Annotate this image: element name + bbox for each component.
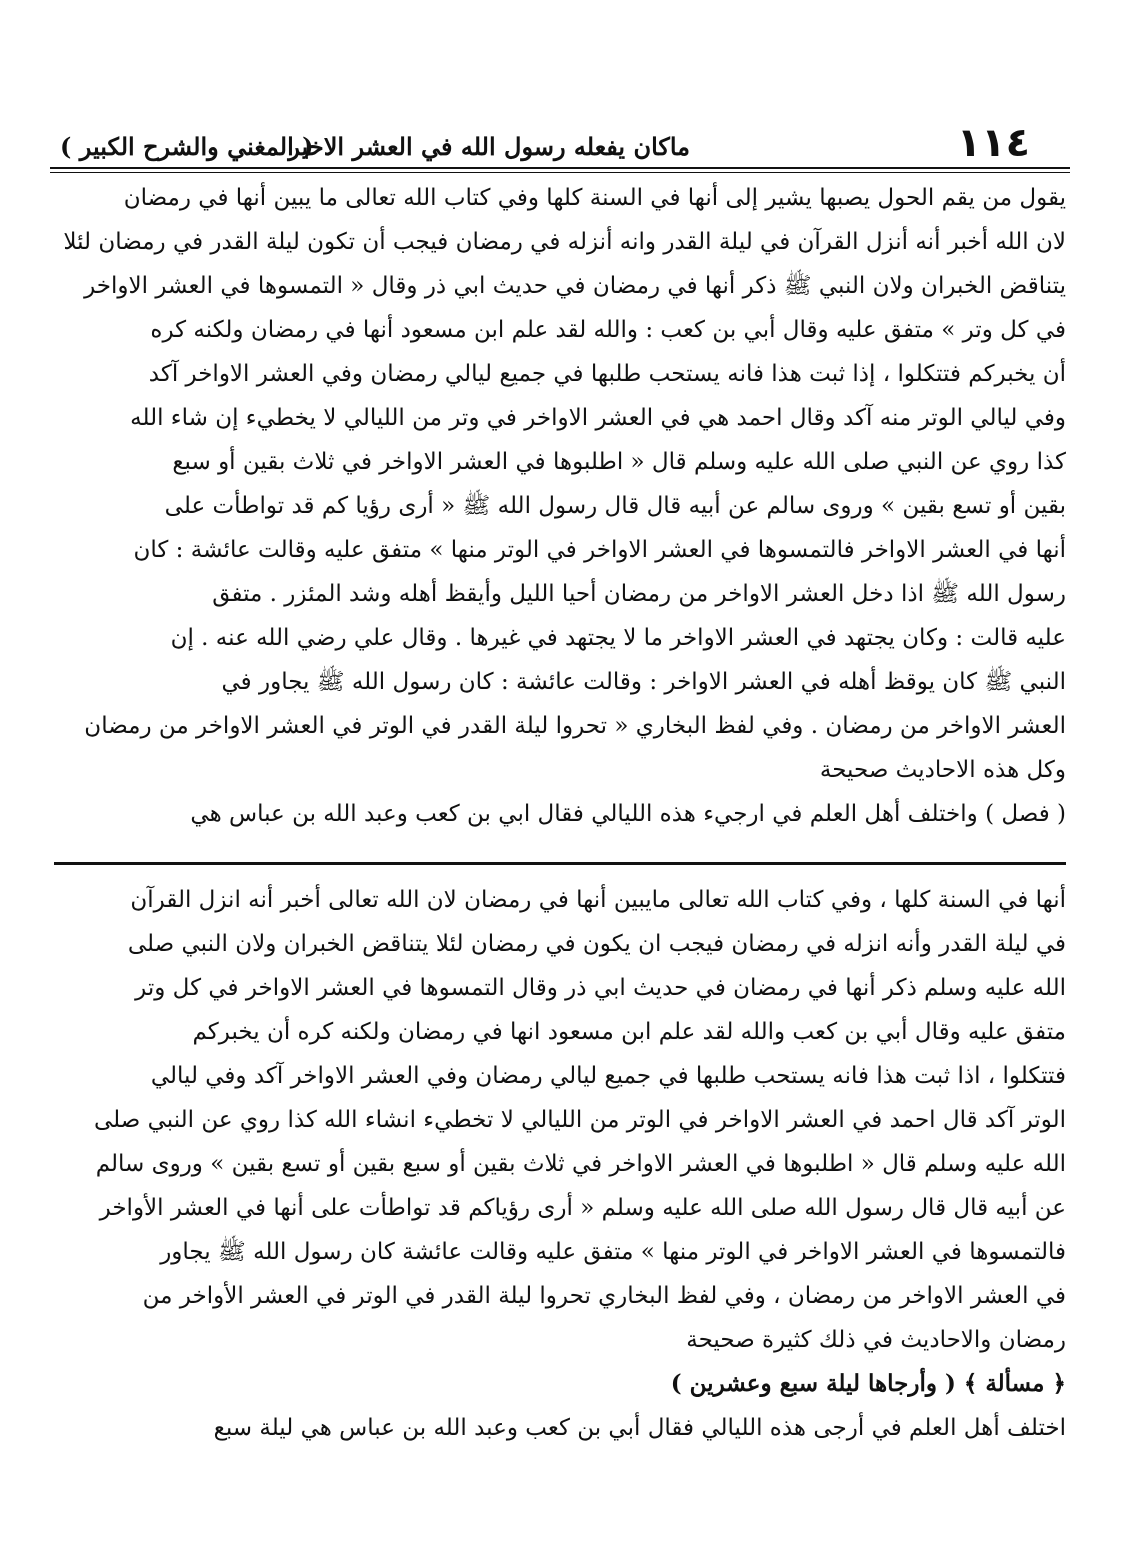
- text-line: أن يخبركم فتتكلوا ، إذا ثبت هذا فانه يستحب طلبها في جميع ليالي رمضان وفي العشر الاواخر آكد: [148, 361, 1066, 387]
- text-line: وكل هذه الاحاديث صحيحة: [819, 757, 1066, 783]
- text-line: الله عليه وسلم قال « اطلبوها في العشر الاواخر في ثلاث بقين أو سبع بقين أو تسع بقين » وروى سالم: [95, 1151, 1066, 1177]
- lower-text-block: [54, 878, 1066, 1450]
- text-line: في كل وتر » متفق عليه وقال أبي بن كعب : والله لقد علم ابن مسعود أنها في رمضان ولكنه كره: [150, 317, 1066, 343]
- header-rule: [50, 167, 1070, 173]
- text-line: وفي ليالي الوتر منه آكد وقال احمد هي في العشر الاواخر في وتر من الليالي لا يخطيء إن شاء الله: [130, 405, 1066, 431]
- text-line: النبي ﷺ كان يوقظ أهله في العشر الاواخر : وقالت عائشة : كان رسول الله ﷺ يجاور في: [221, 669, 1066, 695]
- text-line: فالتمسوها في العشر الاواخر في الوتر منها » متفق عليه وقالت عائشة كان رسول الله ﷺ يجاور: [160, 1239, 1066, 1265]
- text-line: بقين أو تسع بقين » وروى سالم عن أبيه قال قال رسول الله ﷺ « أرى رؤيا كم قد تواطأت على: [164, 493, 1066, 519]
- text-line: عن أبيه قال قال رسول الله صلى الله عليه وسلم « أرى رؤياكم قد تواطأت على أنها في العشر الأواخر: [99, 1195, 1066, 1221]
- section-divider: [54, 862, 1066, 865]
- text-line: رسول الله ﷺ اذا دخل العشر الاواخر من رمضان أحيا الليل وأيقظ أهله وشد المئزر . متفق: [212, 581, 1066, 607]
- text-line: أنها في السنة كلها ، وفي كتاب الله تعالى مايبين أنها في رمضان لان الله تعالى أخبر أنه انزل القرآن: [130, 887, 1066, 913]
- book-title: ( المغني والشرح الكبير ): [60, 132, 314, 161]
- text-line: رمضان والاحاديث في ذلك كثيرة صحيحة: [686, 1327, 1066, 1353]
- masala-heading: ﴿ مسألة ﴾ ( وأرجاها ليلة سبع وعشرين ): [670, 1370, 1066, 1397]
- fasl-line: ( فصل ) واختلف أهل العلم في ارجيء هذه الليالي فقال ابي بن كعب وعبد الله بن عباس هي: [190, 801, 1066, 827]
- chapter-title: ماكان يفعله رسول الله في العشر الاخير: [288, 132, 690, 161]
- text-line: في العشر الاواخر من رمضان ، وفي لفظ البخاري تحروا ليلة القدر في الوتر في العشر الأواخر من: [142, 1283, 1066, 1309]
- upper-text-block: [54, 176, 1066, 836]
- text-line: اختلف أهل العلم في أرجى هذه الليالي فقال أبي بن كعب وعبد الله بن عباس هي ليلة سبع: [213, 1415, 1066, 1441]
- text-line: الوتر آكد قال احمد في العشر الاواخر في الوتر من الليالي لا تخطيء انشاء الله كذا روي عن النبي صلى: [94, 1107, 1066, 1133]
- text-line: عليه قالت : وكان يجتهد في العشر الاواخر ما لا يجتهد في غيرها . وقال علي رضي الله عنه . إن: [170, 625, 1066, 651]
- text-line: متفق عليه وقال أبي بن كعب والله لقد علم ابن مسعود انها في رمضان ولكنه كره أن يخبركم: [192, 1019, 1066, 1045]
- text-line: فتتكلوا ، اذا ثبت هذا فانه يستحب طلبها في جميع ليالي رمضان وفي العشر الاواخر آكد وفي ليالي: [150, 1063, 1066, 1089]
- text-line: في ليلة القدر وأنه انزله في رمضان فيجب ان يكون في رمضان لئلا يتناقض الخبران ولان النبي صلى: [127, 931, 1066, 957]
- text-line: الله عليه وسلم ذكر أنها في رمضان في حديث ابي ذر وقال التمسوها في العشر الاواخر في كل وتر: [135, 975, 1066, 1001]
- text-line: كذا روي عن النبي صلى الله عليه وسلم قال « اطلبوها في العشر الاواخر في ثلاث بقين أو سبع: [172, 449, 1066, 475]
- text-line: يتناقض الخبران ولان النبي ﷺ ذكر أنها في رمضان في حديث ابي ذر وقال « التمسوها في العشر الاواخر: [84, 273, 1066, 299]
- page-header: [50, 120, 1070, 170]
- text-line: العشر الاواخر من رمضان . وفي لفظ البخاري « تحروا ليلة القدر في الوتر في العشر الاواخر من رمضان: [84, 713, 1066, 739]
- text-line: أنها في العشر الاواخر فالتمسوها في العشر الاواخر في الوتر منها » متفق عليه وقالت عائشة : كان: [133, 537, 1066, 563]
- page-number: ١١٤: [956, 120, 1030, 166]
- text-line: لان الله أخبر أنه أنزل القرآن في ليلة القدر وانه أنزله في رمضان فيجب أن تكون ليلة القدر في رمضان لئلا: [63, 229, 1066, 255]
- text-line: يقول من يقم الحول يصبها يشير إلى أنها في السنة كلها وفي كتاب الله تعالى ما يبين أنها في رمضان: [123, 185, 1066, 211]
